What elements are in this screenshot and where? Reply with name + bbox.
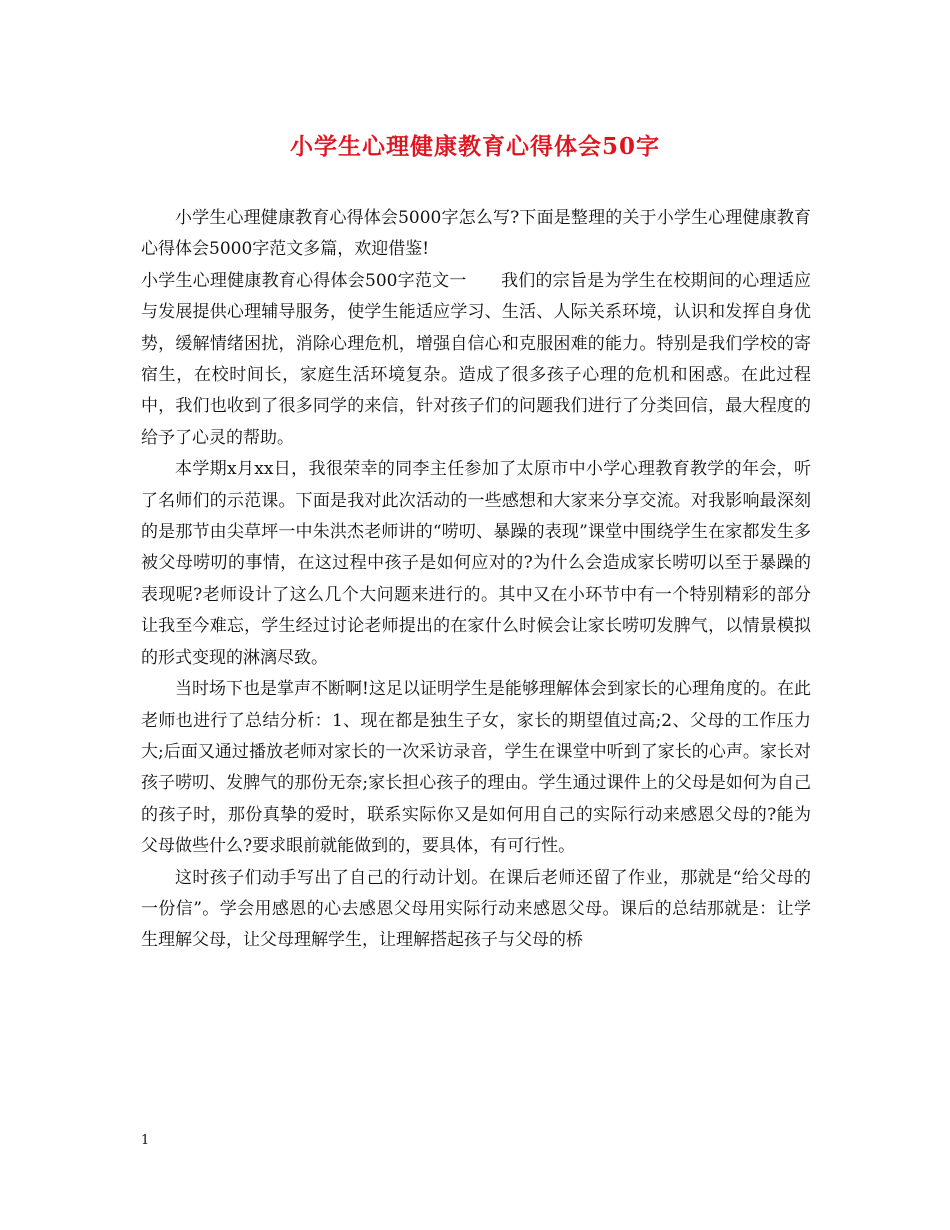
document-title: 小学生心理健康教育心得体会50字	[289, 133, 660, 160]
paragraph-analysis: 当时场下也是掌声不断啊!这足以证明学生是能够理解体会到家长的心理角度的。在此老师也进行了总结分析：1、现在都是独生子女，家长的期望值过高;2、父母的工作压力大;后面又通过播放老师对家长的一次采访录音，学生在课堂中听到了家长的心声。家长对孩子唠叨、发脾气的那份无奈;家长担心孩子的理由。学生通过课件上的父母是如何为自己的孩子时，那份真挚的爱时，联系实际你又是如何用自己的实际行动来感恩父母的?能为父母做些什么?要求眼前就能做到的，要具体，有可行性。	[141, 679, 811, 857]
paragraph-action-plan: 这时孩子们动手写出了自己的行动计划。在课后老师还留了作业，那就是“给父母的一份信”。学会用感恩的心去感恩父母用实际行动来感恩父母。课后的总结那就是：让学生理解父母，让父母理解学生，让理解搭起孩子与父母的桥	[141, 867, 811, 951]
document-body	[141, 203, 811, 957]
paragraph-intro: 小学生心理健康教育心得体会5000字怎么写?下面是整理的关于小学生心理健康教育心得体会5000字范文多篇，欢迎借鉴!	[141, 208, 811, 260]
page-number: 1	[141, 1133, 150, 1148]
paragraph-sample-one: 小学生心理健康教育心得体会500字范文一 我们的宗旨是为学生在校期间的心理适应与发展提供心理辅导服务，使学生能适应学习、生活、人际关系环境，认识和发挥自身优势，缓解情绪困扰，消除心理危机，增强自信心和克服困难的能力。特别是我们学校的寄宿生，在校时间长，家庭生活环境复杂。造成了很多孩子心理的危机和困惑。在此过程中，我们也收到了很多同学的来信，针对孩子们的问题我们进行了分类回信，最大程度的给予了心灵的帮助。	[141, 270, 811, 448]
paragraph-conference: 本学期x月xx日，我很荣幸的同李主任参加了太原市中小学心理教育教学的年会，听了名师们的示范课。下面是我对此次活动的一些感想和大家来分享交流。对我影响最深刻的是那节由尖草坪一中朱洪杰老师讲的“唠叨、暴躁的表现”课堂中围绕学生在家都发生多被父母唠叨的事情，在这过程中孩子是如何应对的?为什么会造成家长唠叨以至于暴躁的表现呢?老师设计了这么几个大问题来进行的。其中又在小环节中有一个特别精彩的部分让我至今难忘，学生经过讨论老师提出的在家什么时候会让家长唠叨发脾气，以情景模拟的形式变现的淋漓尽致。	[141, 459, 811, 668]
